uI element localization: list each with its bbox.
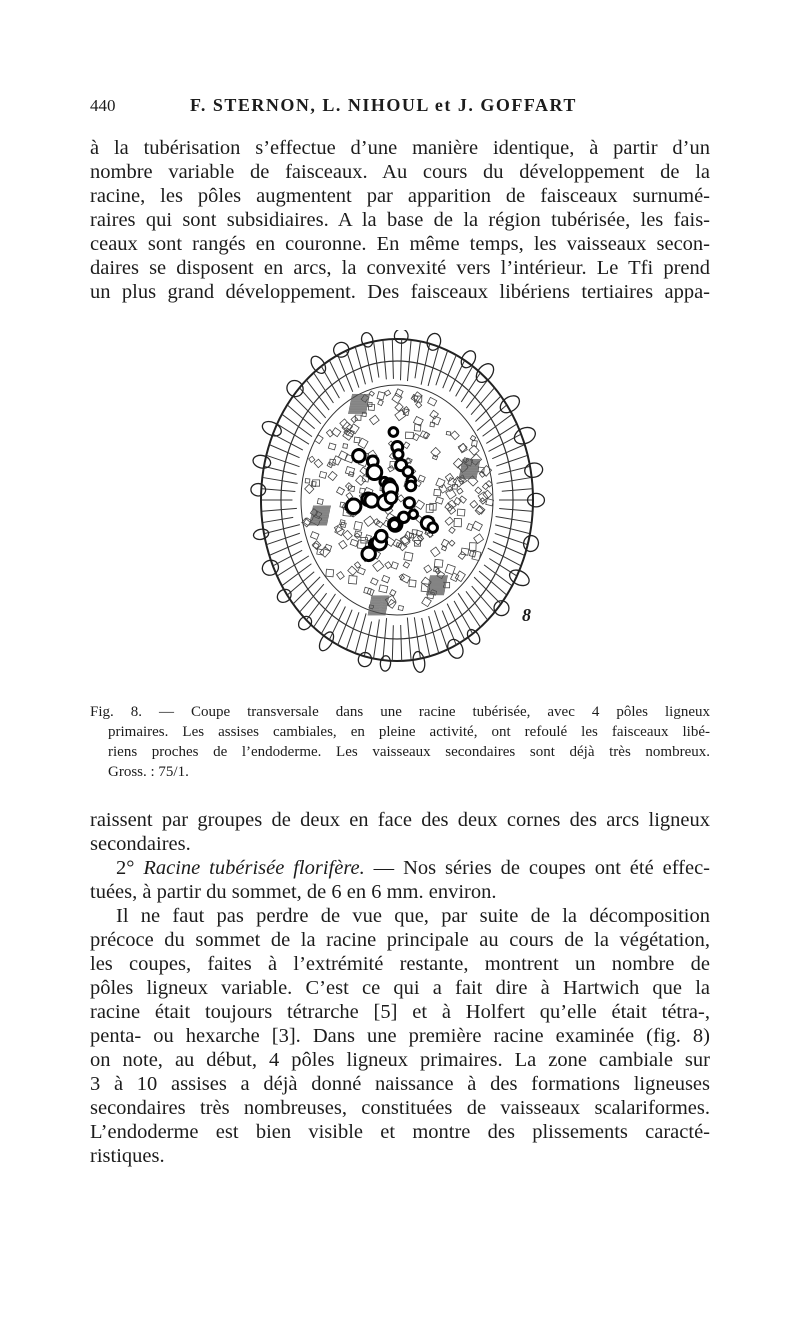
text-line: à la tubérisation s’effectue d’une manière identique, à partir d’un (90, 137, 710, 159)
parenchyma-cell (348, 486, 355, 492)
text-line: un plus grand développement. Des faisceaux libériens tertiaires appa- (90, 281, 710, 303)
parenchyma-cell (340, 419, 350, 429)
parenchyma-cell (345, 466, 354, 475)
parenchyma-cell (486, 499, 494, 506)
parenchyma-cell (317, 499, 323, 505)
parenchyma-cell (343, 530, 352, 539)
xylem-vessel (346, 499, 360, 513)
text-line: racine était toujours tétrarche [5] et à Holfert qu’elle était tétra-, (90, 1001, 710, 1023)
parenchyma-cell (424, 565, 432, 573)
parenchyma-cell (434, 559, 443, 567)
xylem-vessel (353, 449, 366, 462)
cortex-cell-wall (488, 548, 521, 565)
xylem-vessel (409, 510, 417, 518)
text-line: ceaux sont rangés en couronne. En même temps, les vaisseaux secon- (90, 233, 710, 255)
parenchyma-cell (354, 437, 360, 443)
outer-cell (512, 424, 538, 447)
parenchyma-cell (309, 456, 315, 462)
outer-cell (524, 462, 544, 479)
cortex-cell-wall (407, 340, 411, 381)
parenchyma-cell (311, 481, 316, 486)
body-paragraph-1 (90, 808, 710, 856)
text-line: ristiques. (90, 1145, 165, 1167)
parenchyma-cell (475, 487, 482, 494)
parenchyma-cell (458, 552, 466, 560)
cortex-cell-wall (496, 517, 531, 523)
outer-cell (507, 567, 532, 589)
parenchyma-cell (418, 475, 425, 482)
parenchyma-cell (369, 415, 379, 425)
parenchyma-cell (449, 540, 455, 546)
parenchyma-cell (474, 534, 484, 544)
parenchyma-cell (373, 560, 384, 571)
parenchyma-cell (354, 521, 363, 530)
parenchyma-cell (333, 456, 342, 465)
cortex-cell-wall (374, 341, 379, 377)
text-line: racine, les pôles augmentent par apparition de faisceaux surnumé- (90, 185, 710, 207)
parenchyma-cell (472, 551, 481, 561)
cortex-cell-wall (497, 478, 531, 484)
parenchyma-cell (371, 578, 379, 585)
cortex-cell-wall (415, 341, 420, 378)
parenchyma-cell (414, 424, 421, 431)
parenchyma-cell (403, 442, 409, 449)
parenchyma-cell (379, 585, 388, 593)
running-head-authors: F. STERNON, L. NIHOUL et J. GOFFART (190, 95, 577, 115)
cortex-cell-wall (282, 415, 312, 437)
figure-number-label: 8 (522, 605, 531, 625)
caption-line: Gross. : 75/1. (108, 764, 189, 780)
xylem-vessel (428, 523, 437, 532)
parenchyma-cell (391, 562, 398, 569)
cortex-cell-wall (458, 593, 480, 627)
cortex-cell-wall (471, 388, 494, 415)
cortex-cell-wall (479, 571, 506, 595)
outer-cell (491, 598, 512, 619)
section-number: 2° (116, 857, 144, 879)
xylem-vessel (403, 467, 413, 477)
parenchyma-cell (314, 459, 322, 467)
parenchyma-cell (445, 503, 453, 511)
root-cross-section-drawing (245, 330, 555, 700)
text-line: Il ne faut pas perdre de vue que, par suite de la décomposition (116, 905, 710, 927)
cortex-cell-wall (300, 388, 326, 418)
text-line: précoce du sommet de la racine principale au cours de la végétation, (90, 929, 710, 951)
cortex-cell-wall (267, 456, 299, 467)
xylem-vessel (389, 520, 399, 530)
xylem-vessel (375, 530, 387, 542)
caption-line: riens proches de l’endoderme. Les vaisseaux secondaires sont déjà très nombreux. (108, 744, 710, 760)
cortex-cell-wall (265, 466, 297, 474)
cortex-cell-wall (495, 533, 527, 544)
cortex-cell-wall (392, 339, 393, 379)
outer-cell (380, 655, 391, 671)
parenchyma-cell (364, 516, 375, 526)
parenchyma-cell (350, 539, 358, 546)
outer-cell (473, 360, 497, 385)
parenchyma-cell (348, 566, 357, 575)
parenchyma-cell (328, 471, 337, 480)
cortex-cell-wall (374, 619, 380, 658)
cortex-cell-wall (265, 525, 300, 534)
cortex-cell-wall (429, 616, 439, 653)
cortex-cell-wall (466, 591, 487, 619)
xylem-vessel (406, 481, 416, 491)
parenchyma-cell (416, 402, 422, 408)
text-line: nombre variable de faisceaux. Au cours du développement de la (90, 161, 710, 183)
figure-caption (90, 702, 710, 782)
parenchyma-cell (467, 523, 474, 530)
cortex-cell-wall (364, 344, 372, 383)
parenchyma-cell (378, 400, 384, 406)
top-paragraph (90, 136, 710, 304)
parenchyma-cell (482, 483, 489, 490)
cortex-cell-wall (278, 424, 309, 444)
text-line: secondaires. (90, 833, 191, 855)
text-line: tuées, à partir du sommet, de 6 en 6 mm. environ. (90, 881, 497, 903)
parenchyma-cell (385, 562, 392, 569)
cortex-cell-wall (338, 355, 353, 392)
text-line: raissent par groupes de deux en face des deux cornes des arcs ligneux (90, 809, 710, 831)
parenchyma-cell (409, 580, 416, 587)
parenchyma-cell (368, 404, 374, 410)
cortex-cell-wall (466, 380, 487, 408)
cortex-cell-wall (282, 564, 311, 586)
body-paragraph-2 (90, 856, 710, 904)
parenchyma-cell (339, 540, 347, 549)
page-number: 440 (90, 96, 116, 115)
cortex-cell-wall (401, 625, 402, 661)
parenchyma-cell (449, 527, 455, 533)
parenchyma-cell (435, 497, 443, 504)
parenchyma-cell (415, 500, 425, 510)
cortex-cell-wall (383, 340, 386, 380)
parenchyma-cell (310, 532, 319, 540)
parenchyma-cell (369, 391, 374, 396)
cortex-cell-wall (475, 396, 500, 421)
cortex-cell-wall (273, 434, 302, 450)
cortex-cell-wall (307, 593, 327, 620)
cortex-cell-wall (355, 347, 365, 385)
parenchyma-cell (337, 572, 345, 580)
parenchyma-cell (406, 432, 414, 439)
cortex-cell-wall (267, 533, 300, 544)
xylem-vessel (367, 465, 382, 480)
parenchyma-cell (351, 416, 358, 423)
parenchyma-cell (357, 567, 365, 574)
text-line: L’endoderme est bien visible et montre des plissements caracté- (90, 1121, 710, 1143)
outer-cell (412, 651, 427, 673)
parenchyma-cell (403, 562, 409, 568)
cortex-cell-wall (364, 621, 371, 656)
outer-cell (465, 627, 482, 646)
body-paragraph-3 (90, 904, 710, 1168)
text-line: les coupes, faites à l’extrémité restante, montrent un nombre de (90, 953, 710, 975)
text-line: daires se disposent en arcs, la convexité vers l’intérieur. Le Tfi prend (90, 257, 710, 279)
cortex-cell-wall (262, 489, 295, 492)
xylem-vessel (399, 512, 409, 522)
caption-line: Fig. 8. — Coupe transversale dans une racine tubérisée, avec 4 pôles ligneux (90, 704, 710, 720)
parenchyma-cell (392, 393, 402, 403)
parenchyma-cell (469, 543, 476, 551)
xylem-vessel (389, 428, 398, 437)
parenchyma-cell (326, 430, 333, 437)
parenchyma-cell (305, 479, 310, 483)
text-line: penta- ou hexarche [3]. Dans une première racine examinée (fig. 8) (90, 1025, 710, 1047)
outer-cell (360, 332, 374, 349)
root-cross-section-figure (245, 330, 555, 700)
cortex-cell-wall (447, 604, 464, 640)
parenchyma-cell (431, 547, 440, 557)
text-line: pôles ligneux variable. C’est ce qui a fait dire à Hartwich que la (90, 977, 710, 999)
cortex-cell-wall (270, 445, 300, 458)
parenchyma-cell (457, 488, 463, 494)
parenchyma-cell (390, 590, 396, 596)
text-line: on note, au début, 4 pôles ligneux primaires. La zone cambiale sur (90, 1049, 710, 1071)
outer-cell (253, 528, 270, 541)
cortex-cell-wall (454, 601, 473, 634)
parenchyma-cell (445, 517, 453, 525)
parenchyma-cell (328, 443, 336, 450)
cortex-cell-wall (422, 618, 430, 656)
parenchyma-cell (400, 574, 410, 583)
parenchyma-cell (446, 431, 451, 435)
xylem-vessel (394, 450, 403, 459)
text-line (90, 856, 710, 880)
text-line-rest: — Nos séries de coupes ont été effec- (364, 857, 710, 879)
parenchyma-cell (451, 431, 460, 440)
parenchyma-cell (454, 518, 462, 526)
cortex-cell-wall (495, 525, 529, 534)
parenchyma-cell (348, 576, 357, 584)
cortex-cell-wall (401, 339, 402, 380)
parenchyma-cell (441, 539, 448, 547)
parenchyma-cell (388, 466, 394, 472)
outer-cell (251, 483, 266, 496)
parenchyma-cell (319, 471, 326, 478)
parenchyma-cell (343, 444, 348, 449)
parenchyma-cell (428, 397, 437, 406)
cortex-cell-wall (483, 415, 512, 437)
parenchyma-cell (356, 475, 366, 485)
caption-line: primaires. Les assises cambiales, en pleine activité, ont refoulé les faisceaux libé- (108, 724, 710, 740)
cortex-cell-wall (496, 456, 527, 466)
parenchyma-cell (377, 392, 385, 400)
cortex-cell-wall (314, 373, 334, 403)
parenchyma-cell (336, 487, 344, 495)
cortex-cell-wall (321, 599, 340, 633)
outer-cell (425, 332, 442, 352)
cortex-cell-wall (307, 380, 330, 410)
cortex-cell-wall (392, 625, 393, 661)
xylem-vessel (365, 494, 378, 507)
cortex-cell-wall (502, 489, 532, 492)
cortex-cell-wall (472, 586, 495, 612)
outer-cell (296, 614, 314, 633)
xylem-vessel (385, 492, 397, 504)
parenchyma-cell (326, 569, 334, 577)
cortex-cell-wall (461, 373, 480, 402)
outer-cell (260, 558, 281, 578)
cortex-cell-wall (314, 594, 336, 627)
parenchyma-cell (382, 575, 390, 582)
cortex-cell-wall (278, 556, 309, 576)
text-line: secondaires très nombreuses, constituées de vaisseaux scalariformes. (90, 1097, 710, 1119)
cortex-cell-wall (262, 508, 297, 511)
cortex-cell-wall (477, 405, 506, 430)
cortex-cell-wall (263, 478, 298, 484)
outer-cell (284, 377, 307, 400)
cortex-cell-wall (263, 517, 293, 522)
parenchyma-cell (404, 552, 413, 561)
cortex-cell-wall (288, 405, 315, 428)
cortex-cell-wall (321, 366, 339, 398)
text-line: raires qui sont subsidiaires. A la base de la région tubérisée, les fais- (90, 209, 710, 231)
parenchyma-cell (469, 445, 479, 455)
cortex-cell-wall (383, 618, 387, 660)
cortex-cell-wall (300, 584, 324, 612)
page-header (90, 96, 710, 118)
parenchyma-cell (434, 489, 441, 496)
section-heading: Racine tubérisée florifère. (143, 857, 365, 879)
parenchyma-cell (398, 605, 403, 610)
outer-cell (260, 419, 284, 439)
parenchyma-cell (470, 500, 478, 508)
text-line: 3 à 10 assises a déjà donné naissance à des formations ligneuses (90, 1073, 710, 1095)
cortex-cell-wall (499, 509, 532, 512)
xylem-vessel (404, 498, 414, 508)
parenchyma-cell (332, 428, 341, 437)
parenchyma-cell (384, 390, 390, 396)
parenchyma-cell (472, 521, 482, 531)
parenchyma-cell (457, 509, 465, 516)
